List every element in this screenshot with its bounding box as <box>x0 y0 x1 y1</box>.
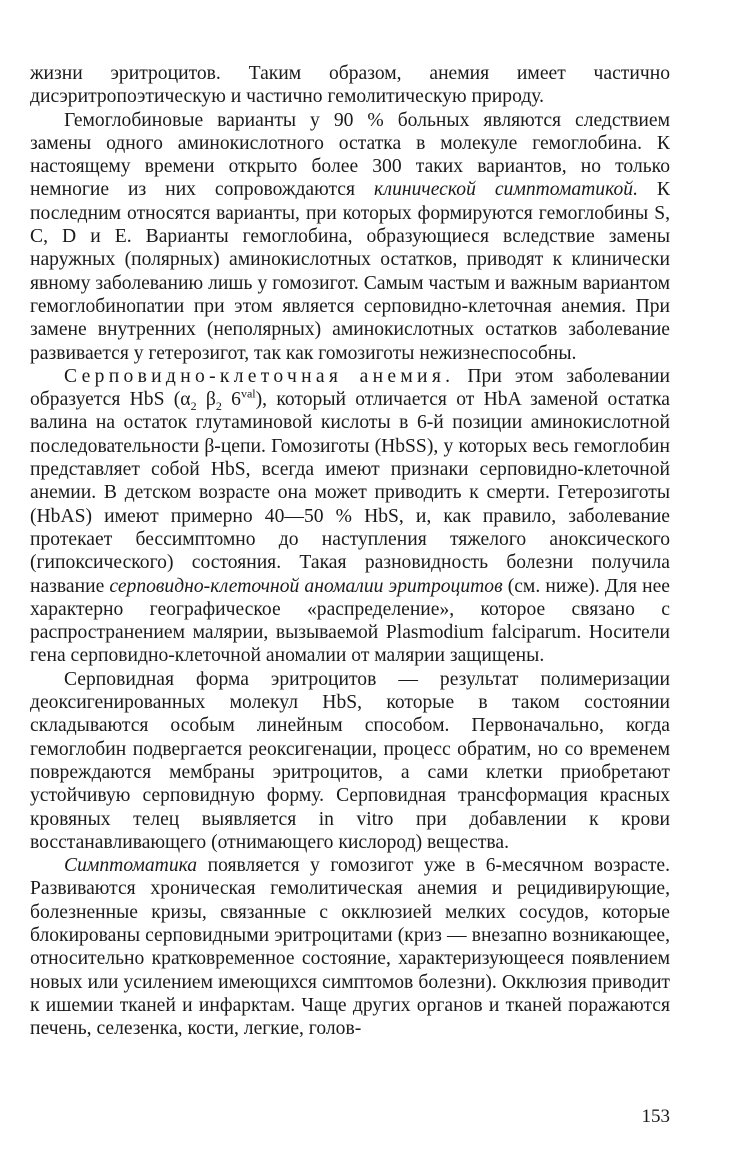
paragraph-5 <box>30 854 670 1040</box>
section-heading-sickle-cell: Серповидно-клеточная анемия. <box>64 365 455 387</box>
paragraph-2 <box>30 109 670 365</box>
page-number: 153 <box>641 1106 670 1127</box>
paragraph-3 <box>30 365 670 668</box>
paragraph-4-text: Серповидная форма эритроцитов — результат полимеризации деоксигенированных молекул HbS, которые в таком состоянии складываются особым линейным способом. Первоначально, когда гемоглобин подвергается реоксигенации, процесс обратим, но со временем повреждаются мембраны эритроцитов, а сами клетки приобретают устойчивую серповидную форму. Серповидная трансформация красных кровяных телец выявляется in vitro при добавлении к крови восстанавливающего (отнимающего кислород) вещества. <box>30 668 670 853</box>
subscript-alpha: 2 <box>190 399 197 414</box>
paragraph-2-text-b: К последним относятся варианты, при которых формируются гемоглобины S, C, D и E. Варианты гемоглобина, образующиеся вследствие замены наружных (полярных) аминокислотных остатков, приводят к клинически явному заболеванию лишь у гомозигот. Самым частым и важным вариантом гемоглобинопатии при этом является серповидно-клеточная анемия. При замене внутренних (неполярных) аминокислотных остатков заболевание развивается у гетерозигот, так как гомозиготы нежизнеспособны. <box>30 179 671 364</box>
paragraph-2-italic: клинической симптоматикой. <box>373 179 638 201</box>
paragraph-3-text-a: При этом заболевании образуется HbS (α <box>30 365 670 411</box>
paragraph-1-text: жизни эритроцитов. Таким образом, анемия имеет частично дисэритропоэтическую и частично гемолитическую природу. <box>30 63 670 108</box>
paragraph-5-text: появляется у гомозигот уже в 6-месячном возрасте. Развиваются хроническая гемолитическая анемия и рецидивирующие, болезненные кризы, связанные с окклюзией мелких сосудов, которые блокированы серповидными эритроцитами (криз — внезапно возникающее, относительно кратковременное состояние, характеризующееся появлением новых или усилением имеющихся симптомов болезни). Окклюзия приводит к ишемии тканей и инфарктам. Чаще других органов и тканей поражаются печень, селезенка, кости, легкие, голов- <box>30 855 670 1040</box>
paragraph-4 <box>30 668 670 854</box>
paragraph-3-text-c: 6 <box>221 389 241 411</box>
body-text <box>30 62 670 1040</box>
paragraph-1 <box>30 62 670 109</box>
paragraph-3-text-b: β <box>196 389 216 411</box>
paragraph-2-text-a: Гемоглобиновые варианты у 90 % больных являются следствием замены одного аминокислотного остатка в молекуле гемоглобина. К настоящему времени открыто более 300 таких вариантов, но только немногие из них сопровождаются <box>30 109 670 201</box>
superscript-val: val <box>240 386 256 401</box>
paragraph-3-italic: серповидно-клеточной аномалии эритроцитов <box>109 575 503 597</box>
subscript-beta: 2 <box>215 399 222 414</box>
paragraph-3-text-e: (см. ниже). Для нее характерно географическое «распределение», которое связано с распространением малярии, вызываемой Plasmodium falciparum. Носители гена серповидно-клеточной аномалии от малярии защищены. <box>30 575 670 667</box>
paragraph-5-italic: Симптоматика <box>64 855 198 877</box>
paragraph-3-text-d: ), который отличается от HbA заменой остатка валина на остаток глутаминовой кислоты в 6-й позиции аминокислотной последовательности β-цепи. Гомозиготы (HbSS), у которых весь гемоглобин представляет собой HbS, всегда имеют признаки серповидно-клеточной анемии. В детском возрасте она может приводить к смерти. Гетерозиготы (HbAS) имеют примерно 40—50 % HbS, и, как правило, заболевание протекает бессимптомно до наступления тяжелого аноксического (гипоксического) состояния. Такая разновидность болезни получила название <box>30 389 671 597</box>
